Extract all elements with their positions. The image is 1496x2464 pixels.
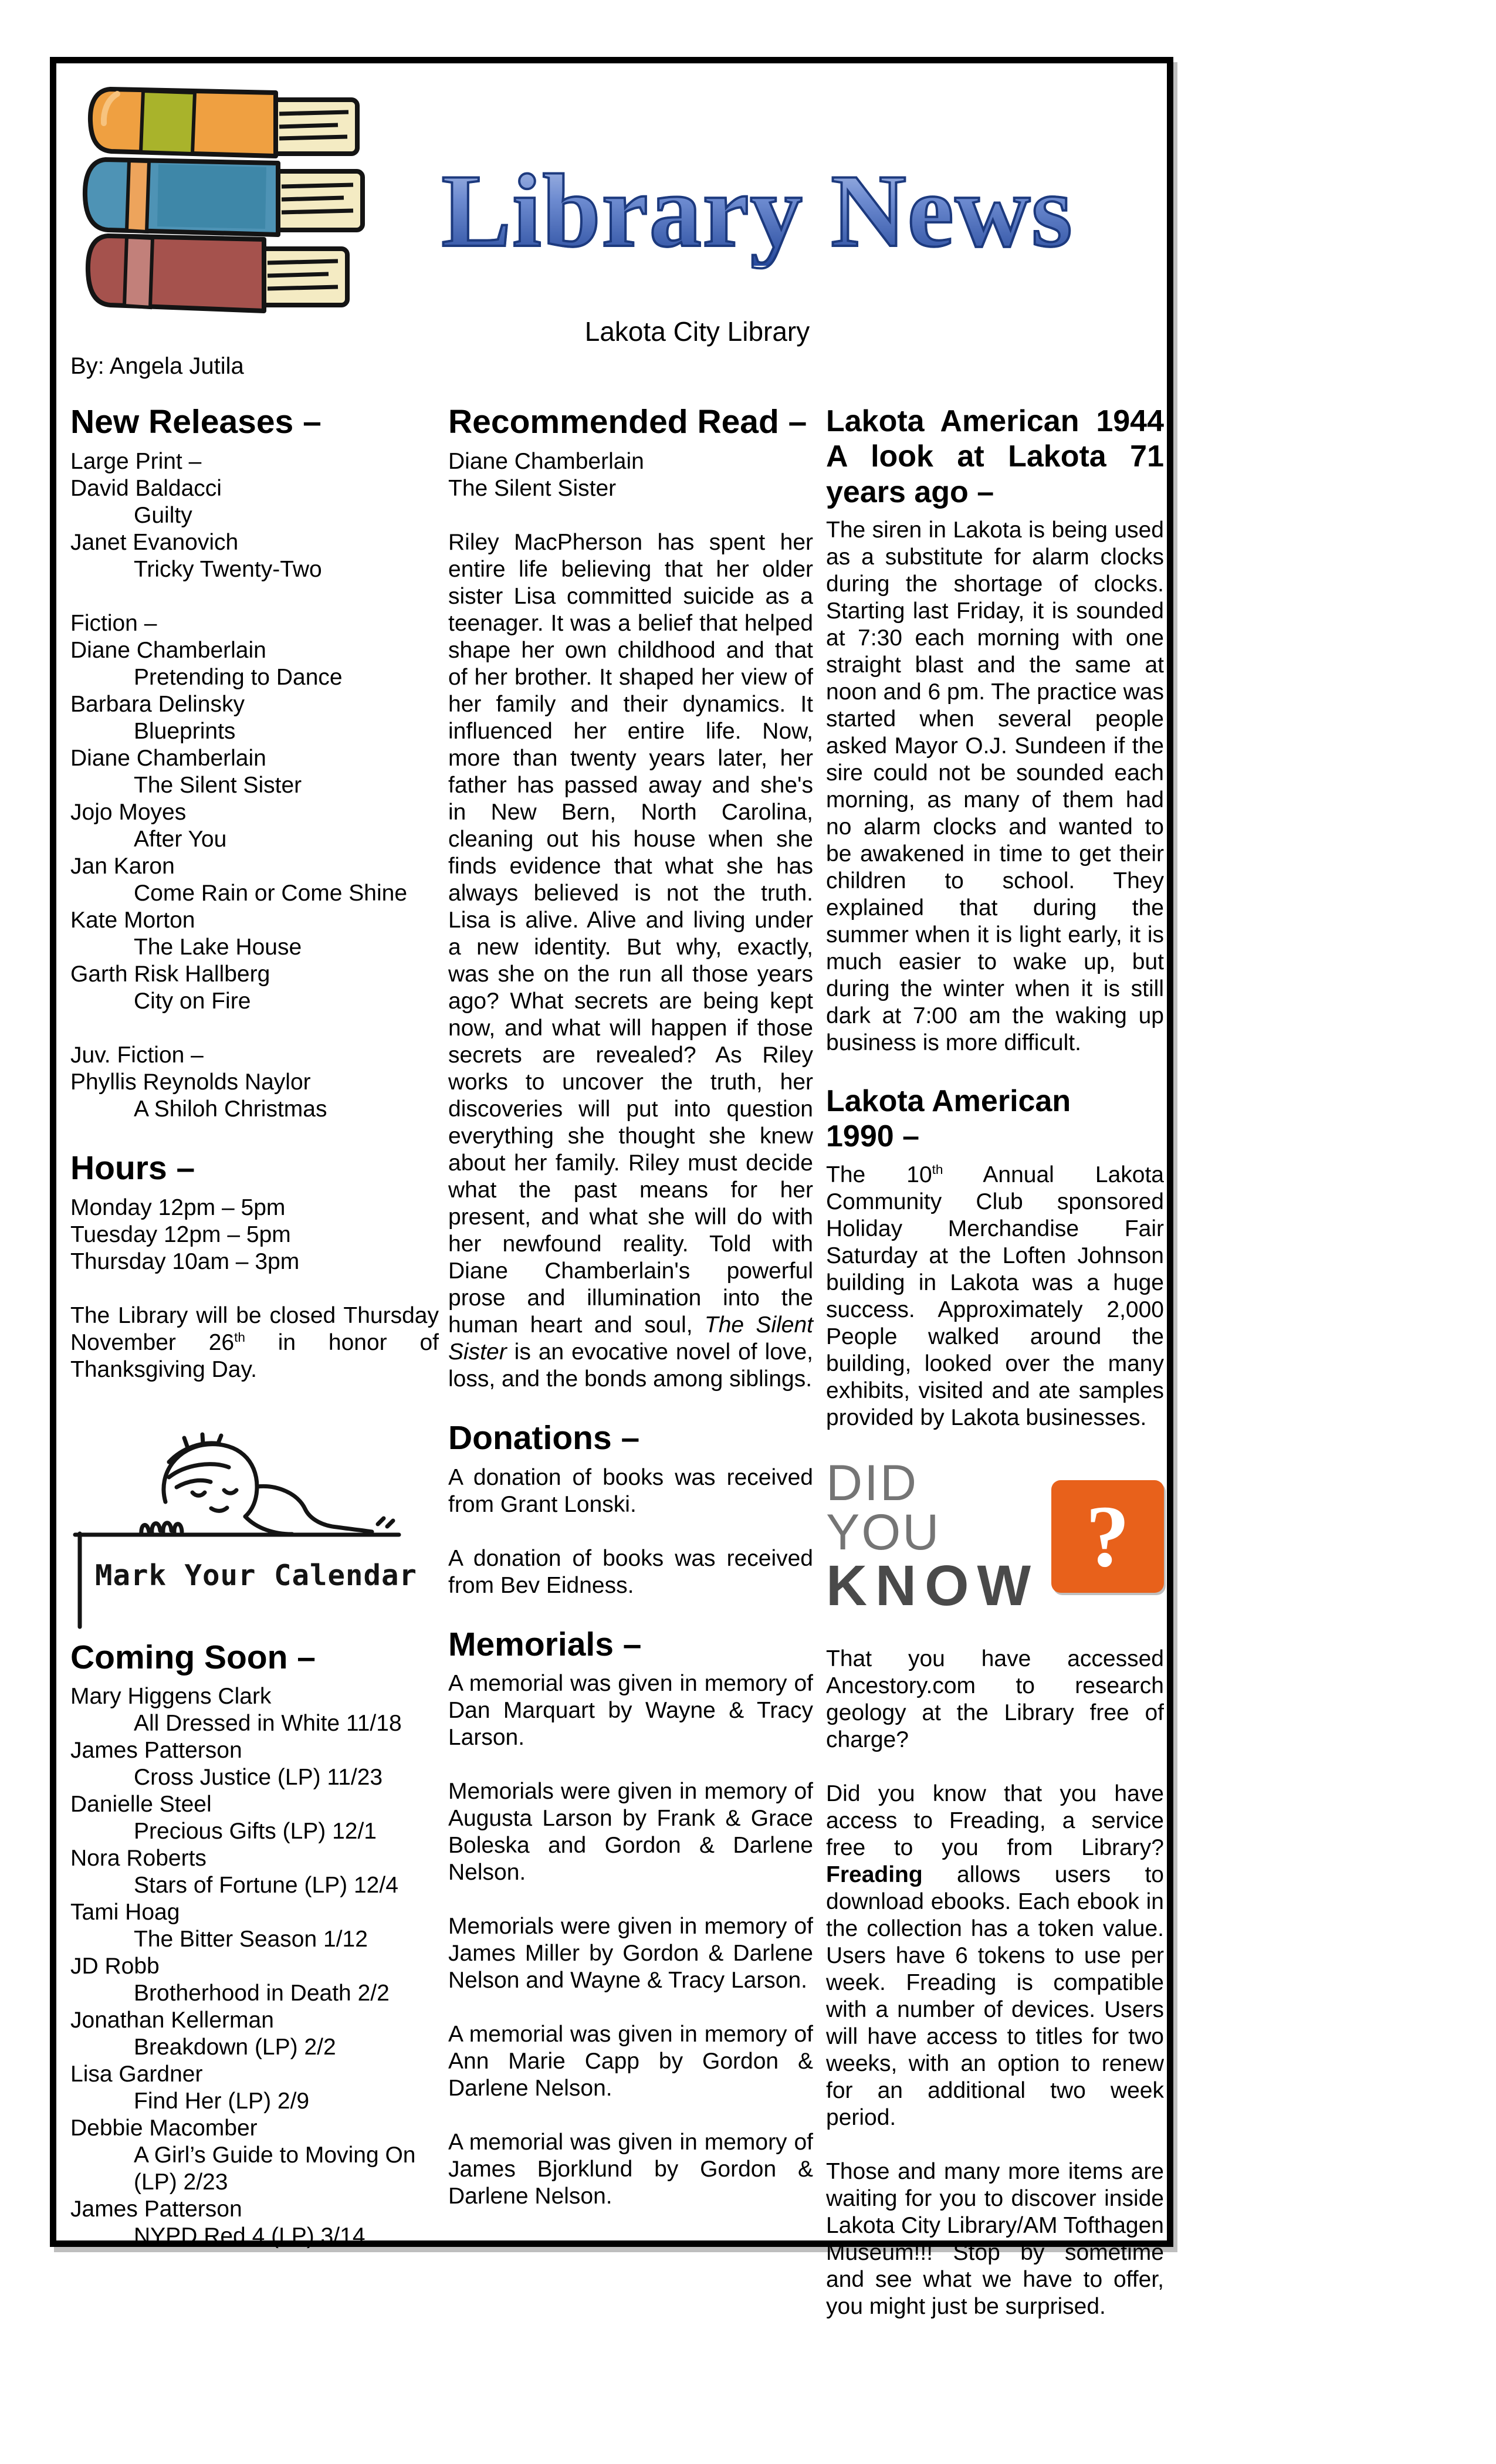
donation-paragraph: A donation of books was received from Bev Eidness.: [448, 1545, 813, 1598]
release-group-label: Juv. Fiction –: [70, 1042, 204, 1068]
lakota-1944-heading: Lakota American 1944 A look at Lakota 71 years ago –: [826, 404, 1164, 509]
coming-author: JD Robb: [70, 1954, 160, 1979]
coming-author: Lisa Gardner: [70, 2062, 203, 2087]
page-border-box: [50, 57, 1173, 2320]
release-title: Guilty: [134, 502, 192, 528]
lakota-1990-body: The 10th Annual Lakota Community Club sponsored Holiday Merchandise Fair Saturday at the Loften Johnson building in Lakota was a huge success. Approximately 2,000 People walked around the building, looked over the many exhibits, visited and ate samples provided by Lakota businesses.: [826, 1162, 1164, 1430]
stacked-books-icon: [73, 79, 410, 340]
coming-title: Brotherhood in Death 2/2: [134, 1981, 390, 2006]
coming-title: The Bitter Season 1/12: [134, 1927, 368, 1952]
memorial-paragraph: Memorials were given in memory of James Miller by Gordon & Darlene Nelson and Wayne & Tracy Larson.: [448, 1914, 813, 1993]
closing-paragraph: Those and many more items are waiting for you to discover inside Lakota City Library/AM Tofthagen Museum!!! Stop by sometime and see what we have to offer, you might just be surprised.: [826, 2159, 1164, 2320]
release-author: Kate Morton: [70, 907, 195, 933]
coming-author: Mary Higgens Clark: [70, 1684, 272, 1710]
release-title: Tricky Twenty-Two: [134, 556, 322, 582]
recommended-heading: Recommended Read –: [448, 403, 807, 441]
hours-line: Tuesday 12pm – 5pm: [70, 1221, 291, 1247]
freading-bold: Freading: [826, 1862, 923, 1888]
recommended-author: Diane Chamberlain: [448, 448, 644, 474]
page-subtitle: Lakota City Library: [584, 316, 810, 347]
release-title: After You: [134, 826, 227, 852]
release-author: Barbara Delinsky: [70, 691, 245, 717]
release-group-label: Large Print –: [70, 448, 202, 474]
release-group-label: Fiction –: [70, 610, 157, 636]
ordinal-superscript: th: [234, 1329, 245, 1345]
memorial-paragraph: A memorial was given in memory of Dan Marquart by Wayne & Tracy Larson.: [448, 1671, 813, 1751]
coming-title: Precious Gifts (LP) 12/1: [134, 1819, 377, 1844]
release-title: The Silent Sister: [134, 772, 302, 798]
closure-note: The Library will be closed Thursday November 26th in honor of Thanksgiving Day.: [70, 1302, 439, 1382]
release-title: Blueprints: [134, 718, 236, 744]
memorial-paragraph: A memorial was given in memory of Ann Marie Capp by Gordon & Darlene Nelson.: [448, 2022, 813, 2101]
release-title: The Lake House: [134, 934, 302, 960]
did-you-know-graphic: [826, 1454, 1164, 1618]
lakota-1990-heading: Lakota American 1990 –: [826, 1084, 1071, 1154]
release-author: Diane Chamberlain: [70, 745, 266, 771]
release-author: Janet Evanovich: [70, 529, 239, 555]
mark-your-calendar-clipart: [70, 1430, 422, 1633]
hours-line: Monday 12pm – 5pm: [70, 1194, 286, 1220]
coming-author: James Patterson: [70, 1738, 242, 1764]
coming-author: Tami Hoag: [70, 1900, 180, 1925]
release-author: Jojo Moyes: [70, 799, 187, 825]
coming-title: Find Her (LP) 2/9: [134, 2089, 310, 2114]
release-author: David Baldacci: [70, 475, 222, 501]
book-title-italic: The Silent Sister: [448, 1312, 813, 1365]
coming-title: A Girl’s Guide to Moving On (LP) 2/23: [134, 2143, 416, 2195]
coming-title: Cross Justice (LP) 11/23: [134, 1765, 383, 1791]
calendar-caption-text: Mark Your Calendar: [95, 1558, 418, 1592]
donation-paragraph: A donation of books was received from Grant Lonski.: [448, 1464, 813, 1517]
column-left: [70, 404, 439, 2250]
ordinal-superscript: th: [932, 1162, 943, 1177]
hours-heading: Hours –: [70, 1149, 195, 1187]
recommended-book: The Silent Sister: [448, 475, 617, 501]
coming-author: Danielle Steel: [70, 1792, 212, 1817]
coming-title: Stars of Fortune (LP) 12/4: [134, 1873, 398, 1898]
release-author: Garth Risk Hallberg: [70, 961, 270, 987]
coming-author: Debbie Macomber: [70, 2116, 258, 2141]
byline: By: Angela Jutila: [70, 353, 244, 379]
coming-title: All Dressed in White 11/18: [134, 1711, 402, 1737]
release-title: Come Rain or Come Shine: [134, 880, 408, 906]
freading-paragraph: Did you know that you have access to Freading, a service free to you from Library? Freading allows users to download ebooks. Each ebook in the collection has a token value. Users have 6 tokens to use per week. Freading is compatible with a number of devices. Users will have access to titles for two weeks, with an option to renew for an additional two week period.: [826, 1781, 1164, 2131]
coming-author: James Patterson: [70, 2196, 242, 2222]
page-title: Library News: [361, 156, 1153, 266]
memorial-paragraph: A memorial was given in memory of James Bjorklund by Gordon & Darlene Nelson.: [448, 2130, 813, 2209]
release-title: Pretending to Dance: [134, 664, 343, 690]
donations-heading: Donations –: [448, 1419, 640, 1457]
coming-title: NYPD Red 4 (LP) 3/14: [134, 2223, 365, 2249]
release-title: City on Fire: [134, 988, 251, 1014]
memorials-heading: Memorials –: [448, 1625, 642, 1663]
new-releases-heading: New Releases –: [70, 403, 321, 441]
release-title: A Shiloh Christmas: [134, 1096, 327, 1122]
ancestory-paragraph: That you have accessed Ancestory.com to research geology at the Library free of charge?: [826, 1646, 1164, 1753]
coming-title: Breakdown (LP) 2/2: [134, 2035, 336, 2060]
did-you-know-text: DID YOU KNOW: [826, 1454, 1040, 1618]
memorial-paragraph: Memorials were given in memory of Augusta Larson by Frank & Grace Boleska and Gordon & Darlene Nelson.: [448, 1779, 813, 1886]
release-author: Diane Chamberlain: [70, 637, 266, 663]
coming-author: Jonathan Kellerman: [70, 2008, 274, 2033]
question-mark-icon: ?: [1051, 1480, 1164, 1593]
column-middle: [448, 404, 813, 2210]
release-author: Jan Karon: [70, 853, 175, 879]
release-author: Phyllis Reynolds Naylor: [70, 1069, 311, 1095]
lakota-1944-body: The siren in Lakota is being used as a substitute for alarm clocks during the shortage of clocks. Starting last Friday, it is sounded at 7:30 each morning with one straight blast and the same at noon and 6 pm. The practice was started when several people asked Mayor O.J. Sundeen if the sire could not be sounded each morning, as many of them had no alarm clocks and wanted to be awakened in time to get their children to school. They explained that during the summer when it is light early, it is much easier to wake up, but during the winter when it is still dark at 7:00 am the waking up business is more difficult.: [826, 517, 1164, 1055]
coming-soon-heading: Coming Soon –: [70, 1638, 316, 1676]
coming-author: Nora Roberts: [70, 1846, 207, 1871]
hours-line: Thursday 10am – 3pm: [70, 1248, 300, 1274]
recommended-body: Riley MacPherson has spent her entire life believing that her older sister Lisa committed suicide as a teenager. It was a belief that helped shape her own childhood and that of her brother. It shaped her view of her family and their dynamics. It influenced her entire life. Now, more than twenty years later, her father has passed away and she's in New Bern, North Carolina, cleaning out his house when she finds evidence that what she has always believed is not the truth. Lisa is alive. Alive and living under a new identity. But why, exactly, was she on the run all those years ago? What secrets are being kept now, and what will happen if those secrets are revealed? As Riley works to uncover the truth, her discoveries will put into question everything she thought she knew about her family. Riley must decide what the past means for her present, and what she will do with her newfound reality. Told with Diane Chamberlain's powerful prose and illumination into the human heart and soul, The Silent Sister is an evocative novel of love, loss, and the bonds among siblings.: [448, 529, 813, 1392]
column-right: [826, 404, 1164, 2320]
